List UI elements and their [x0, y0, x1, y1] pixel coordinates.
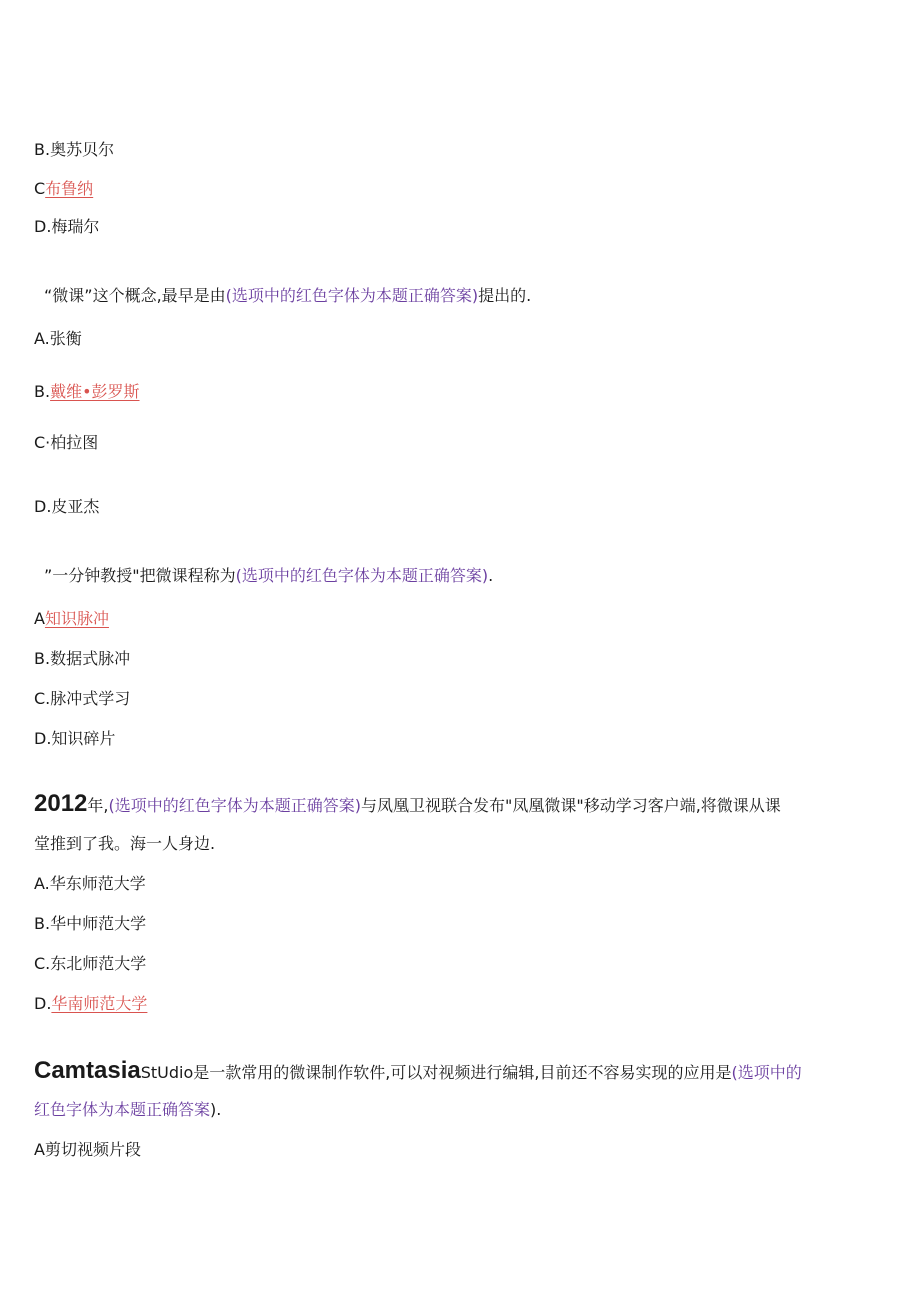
q0-option-c — [34, 178, 93, 200]
q0-option-d: D.梅瑞尔 — [34, 217, 100, 236]
q1-stem-hint: (选项中的红色字体为本题正确答案) — [225, 286, 479, 305]
q3-option-d-prefix: D. — [34, 994, 52, 1013]
q4-stem-brand: Camtasia — [34, 1057, 141, 1084]
q1-option-b-answer: 戴维•彭罗斯 — [50, 382, 140, 401]
q0-option-b: B.奥苏贝尔 — [34, 140, 115, 159]
q4-stem-after: 是一款常用的微课制作软件,可以对视频进行编辑,目前还不容易实现的应用是 — [193, 1063, 732, 1082]
q3-option-b: B.华中师范大学 — [34, 914, 147, 933]
q0-option-c-answer: 布鲁纳 — [45, 179, 94, 198]
q3-option-d — [34, 993, 147, 1015]
q3-stem-year: 2012 — [34, 790, 88, 817]
q1-stem-after: 提出的. — [478, 286, 532, 305]
q4-option-a: A剪切视频片段 — [34, 1140, 141, 1159]
q0-option-c-prefix: C — [34, 179, 46, 198]
q1-option-b-prefix: B. — [34, 382, 51, 401]
q1-option-d: D.皮亚杰 — [34, 497, 100, 516]
q2-option-a-answer: 知识脉冲 — [44, 609, 109, 628]
q3-option-c: C.东北师范大学 — [34, 954, 147, 973]
q1-option-c: C·柏拉图 — [34, 433, 99, 452]
q4-stem-hint-line2: 红色字体为本题正确答案 — [34, 1100, 211, 1119]
q3-stem-after: 与凤凰卫视联合发布"凤凰微课"移动学习客户端,将微课从课 — [360, 796, 781, 815]
q4-stem-brand-suffix: StUdio — [140, 1063, 194, 1082]
q2-option-c: C.脉冲式学习 — [34, 689, 131, 708]
q4-stem-end: ). — [210, 1100, 222, 1119]
q2-option-a-prefix: A — [34, 609, 45, 628]
q2-option-d: D.知识碎片 — [34, 729, 116, 748]
q2-stem — [44, 565, 493, 587]
q3-option-d-answer: 华南师范大学 — [51, 994, 148, 1013]
q1-stem-before: “微课”这个概念,最早是由 — [44, 286, 226, 305]
q3-option-a: A.华东师范大学 — [34, 874, 146, 893]
q3-stem-line2: 堂推到了我。海一人身边. — [34, 834, 216, 853]
q3-stem-line1 — [34, 790, 781, 817]
q1-option-b — [34, 381, 140, 403]
q1-stem — [44, 285, 531, 307]
q2-option-a — [34, 608, 109, 630]
q2-stem-after: . — [488, 566, 494, 585]
q2-option-b: B.数据式脉冲 — [34, 649, 131, 668]
q4-stem-hint-line1: (选项中的 — [731, 1063, 802, 1082]
q4-stem-line2 — [34, 1099, 221, 1121]
q1-option-a: A.张衡 — [34, 329, 82, 348]
q3-stem-hint: (选项中的红色字体为本题正确答案) — [108, 796, 361, 815]
q2-stem-before: ”一分钟教授"把微课程称为 — [44, 566, 236, 585]
q2-stem-hint: (选项中的红色字体为本题正确答案) — [235, 566, 489, 585]
q4-stem-line1 — [34, 1057, 802, 1084]
q3-stem-year-suffix: 年, — [87, 796, 109, 815]
